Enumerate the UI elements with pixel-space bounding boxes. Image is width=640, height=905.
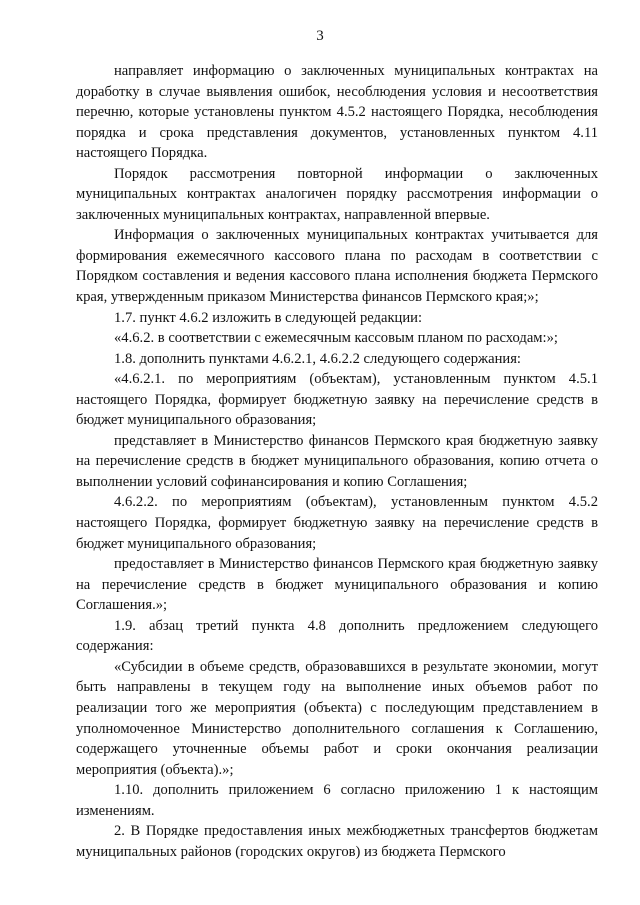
paragraph-12: «Субсидии в объеме средств, образовавшихся в результате экономии, могут быть направлены в текущем году на выполнение иных объемов работ по реализации того же мероприятия (объекта) с последующим представлением в уполномоченное Министерство дополнительного соглашения к Соглашению, содержащего уточненные объемы работ и сроки окончания реализации мероприятия (объекта).»; bbox=[76, 658, 598, 778]
document-body bbox=[76, 61, 598, 862]
paragraph-4: 1.7. пункт 4.6.2 изложить в следующей редакции: bbox=[114, 309, 423, 326]
paragraph-6: 1.8. дополнить пунктами 4.6.2.1, 4.6.2.2 следующего содержания: bbox=[114, 350, 521, 367]
paragraph-10: предоставляет в Министерство финансов Пермского края бюджетную заявку на перечисление средств в бюджет муниципального образования и копию Соглашения.»; bbox=[76, 556, 598, 614]
page-number: 3 bbox=[316, 28, 324, 44]
paragraph-11: 1.9. абзац третий пункта 4.8 дополнить предложением следующего содержания: bbox=[76, 617, 598, 655]
paragraph-2: Порядок рассмотрения повторной информации о заключенных муниципальных контрактах аналогичен порядку рассмотрения информации о заключенных муниципальных контрактах, направленной впервые. bbox=[76, 165, 598, 223]
paragraph-9: 4.6.2.2. по мероприятиям (объектам), установленным пунктом 4.5.2 настоящего Порядка, формирует бюджетную заявку на перечисление средств в бюджет муниципального образования; bbox=[76, 494, 598, 552]
paragraph-14: 2. В Порядке предоставления иных межбюджетных трансфертов бюджетам муниципальных районов (городских округов) из бюджета Пермского bbox=[76, 823, 598, 860]
paragraph-1: направляет информацию о заключенных муниципальных контрактах на доработку в случае выявления ошибок, несоблюдения условия и несоответствия перечню, которые установлены пунктом 4.5.2 настоящего Порядка, несоблюдения порядка и срока представления документов, установленных пунктом 4.11 настоящего Порядка. bbox=[76, 63, 598, 162]
paragraph-13: 1.10. дополнить приложением 6 согласно приложению 1 к настоящим изменениям. bbox=[76, 782, 598, 819]
paragraph-3: Информация о заключенных муниципальных контрактах учитывается для формирования ежемесячного кассового плана по расходам в соответствии с Порядком составления и ведения кассового плана исполнения бюджета Пермского края, утвержденным приказом Министерства финансов Пермского края;»; bbox=[76, 227, 598, 306]
paragraph-5: «4.6.2. в соответствии с ежемесячным кассовым планом по расходам:»; bbox=[114, 330, 558, 347]
paragraph-8: представляет в Министерство финансов Пермского края бюджетную заявку на перечисление средств в бюджет муниципального образования, копию отчета о выполнении условий софинансирования и копию Соглашения; bbox=[76, 432, 598, 490]
paragraph-7: «4.6.2.1. по мероприятиям (объектам), установленным пунктом 4.5.1 настоящего Порядка, формирует бюджетную заявку на перечисление средств в бюджет муниципального образования; bbox=[76, 371, 598, 429]
